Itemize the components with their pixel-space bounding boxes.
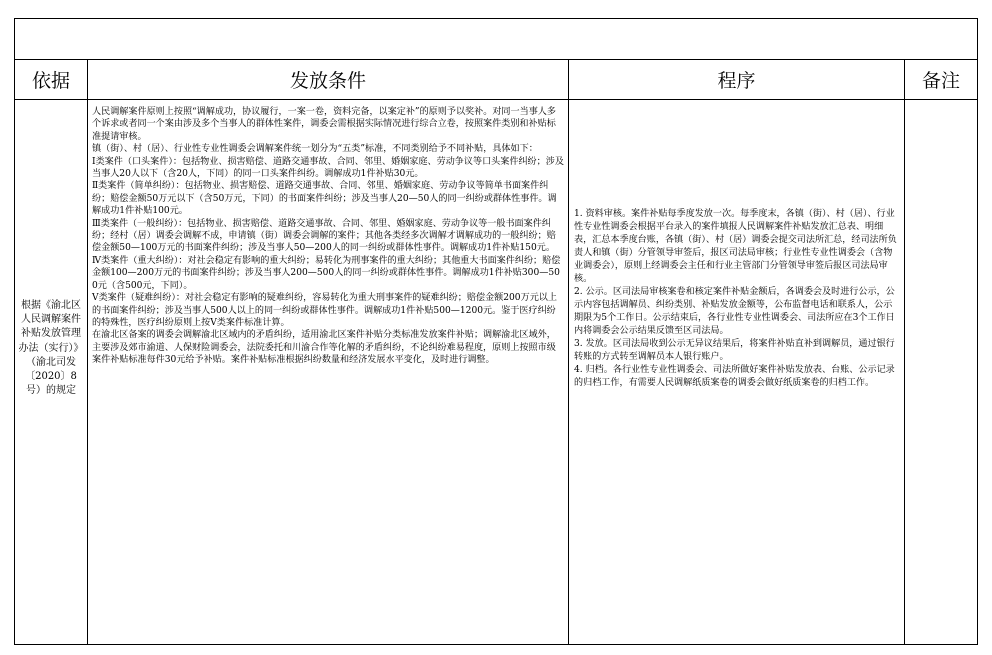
conditions-text xyxy=(92,106,564,367)
conditions-paragraph: Ⅳ类案件（重大纠纷）：对社会稳定有影响的重大纠纷；易转化为刑事案件的重大纠纷；其他重大书面案件纠纷；赔偿金额100—200万元的书面案件纠纷；涉及当事人200—500人的同一纠纷或群体性事件。调解成功1件补贴300—500元（含500元，下同）。 xyxy=(92,255,561,291)
header-conditions: 发放条件 xyxy=(88,59,569,99)
conditions-paragraph: 在渝北区备案的调委会调解渝北区域内的矛盾纠纷，适用渝北区案件补贴分类标准发放案件补贴；调解渝北区域外，主要涉及郊市渝道、人保财险调委会，法院委托和川渝合作等化解的矛盾纠纷，不论纠纷难易程度，原则上按照市级案件补贴标准每件30元给予补贴。案件补贴标准根据纠纷数量和经济发展水平变化，及时进行调整。 xyxy=(92,330,556,366)
table-header-row xyxy=(15,59,977,100)
procedure-text xyxy=(574,208,899,390)
conditions-paragraph: Ⅱ类案件（简单纠纷）：包括物业、损害赔偿、道路交通事故、合同、邻里、婚姻家庭、劳动争议等简单书面案件纠纷；赔偿金额50万元以下（含50万元，下同）的书面案件纠纷；涉及当事人20—50人的同一纠纷或群体性事件。调解成功1件补贴100元。 xyxy=(92,181,557,217)
conditions-paragraph: Ⅲ类案件（一般纠纷）：包括物业、损害赔偿、道路交通事故、合同、邻里、婚姻家庭、劳动争议等一般书面案件纠纷；经村（居）调委会调解不成，申请镇（街）调委会调解的案件；其他各类经多次调解才调解成功的一般纠纷；赔偿金额50—100万元的书面案件纠纷；涉及当事人50—200人的同一纠纷或群体性事件。调解成功1件补贴150元。 xyxy=(92,218,556,254)
header-remarks: 备注 xyxy=(921,69,960,92)
basis-cell xyxy=(15,100,88,645)
header-procedure: 程序 xyxy=(569,59,905,99)
remarks-cell xyxy=(905,100,977,645)
procedure-cell xyxy=(569,100,905,645)
conditions-paragraph: 镇（街）、村（居）、行业性专业性调委会调解案件统一划分为“五类”标准，不同类别给予不同补贴，具体如下： xyxy=(92,144,538,155)
conditions-paragraph: Ⅰ类案件（口头案件）：包括物业、损害赔偿、道路交通事故、合同、邻里、婚姻家庭、劳动争议等口头案件纠纷；涉及当事人20人以下（含20人，下同）的同一口头案件纠纷。调解成功1件补贴30元。 xyxy=(92,156,564,180)
procedure-step: 2. 公示。区司法局审核案卷和核定案件补贴金额后，各调委会及时进行公示，公示内容包括调解员、纠纷类别、补贴发放金额等，公布监督电话和联系人，公示期限为5个工作日。公示结束后，各行业性专业性调委会、司法所应在3个工作日内将调委会公示结果反馈至区司法局。 xyxy=(574,287,895,336)
header-basis: 依据 xyxy=(15,59,88,99)
conditions-paragraph: Ⅴ类案件（疑难纠纷）：对社会稳定有影响的疑难纠纷，容易转化为重大刑事案件的疑难纠纷；赔偿金额200万元以上的书面案件纠纷；涉及当事人500人以上的同一纠纷或群体性事件。调解成功1件补贴500—1200元。鉴于医疗纠纷的特殊性，医疗纠纷原则上按Ⅴ类案件标准计算。 xyxy=(92,293,557,328)
procedure-step: 3. 发放。区司法局收到公示无异议结果后，将案件补贴直补到调解员，通过银行转账的方式转至调解员本人银行账户。 xyxy=(574,339,895,362)
subsidy-table xyxy=(14,18,978,645)
table-title-row xyxy=(15,19,977,60)
table-row xyxy=(15,100,977,645)
procedure-step: 4. 归档。各行业性专业性调委会、司法所做好案件补贴发放表、台账、公示记录的归档工作，有需要人民调解纸质案卷的调委会做好纸质案卷的归档工作。 xyxy=(574,365,895,388)
conditions-cell xyxy=(88,100,569,645)
procedure-step: 1. 资料审核。案件补贴每季度发放一次。每季度末，各镇（街）、村（居）、行业性专业性调委会根据平台录入的案件填报人民调解案件补贴发放汇总表、明细表，汇总本季度台账，各镇（街）、村（居）调委会提交司法所汇总，经司法所负责人和镇（街）分管领导审签后，报区司法局审核；行业性专业性调委会（含物业调委会），原则上经调委会主任和行业主管部门分管领导审签后报区司法局审核。 xyxy=(574,209,897,284)
conditions-paragraph: 人民调解案件原则上按照“调解成功，协议履行，一案一卷，资料完备，以案定补”的原则予以奖补。对同一当事人多个诉求或者同一个案由涉及多个当事人的群体性案件，调委会需根据实际情况进行综合立卷，按照案件类别和补贴标准提请审核。 xyxy=(92,107,556,142)
basis-text: 根据《渝北区人民调解案件补贴发放管理办法（实行）》（渝北司发〔2020〕8号）的规定 xyxy=(18,300,84,397)
